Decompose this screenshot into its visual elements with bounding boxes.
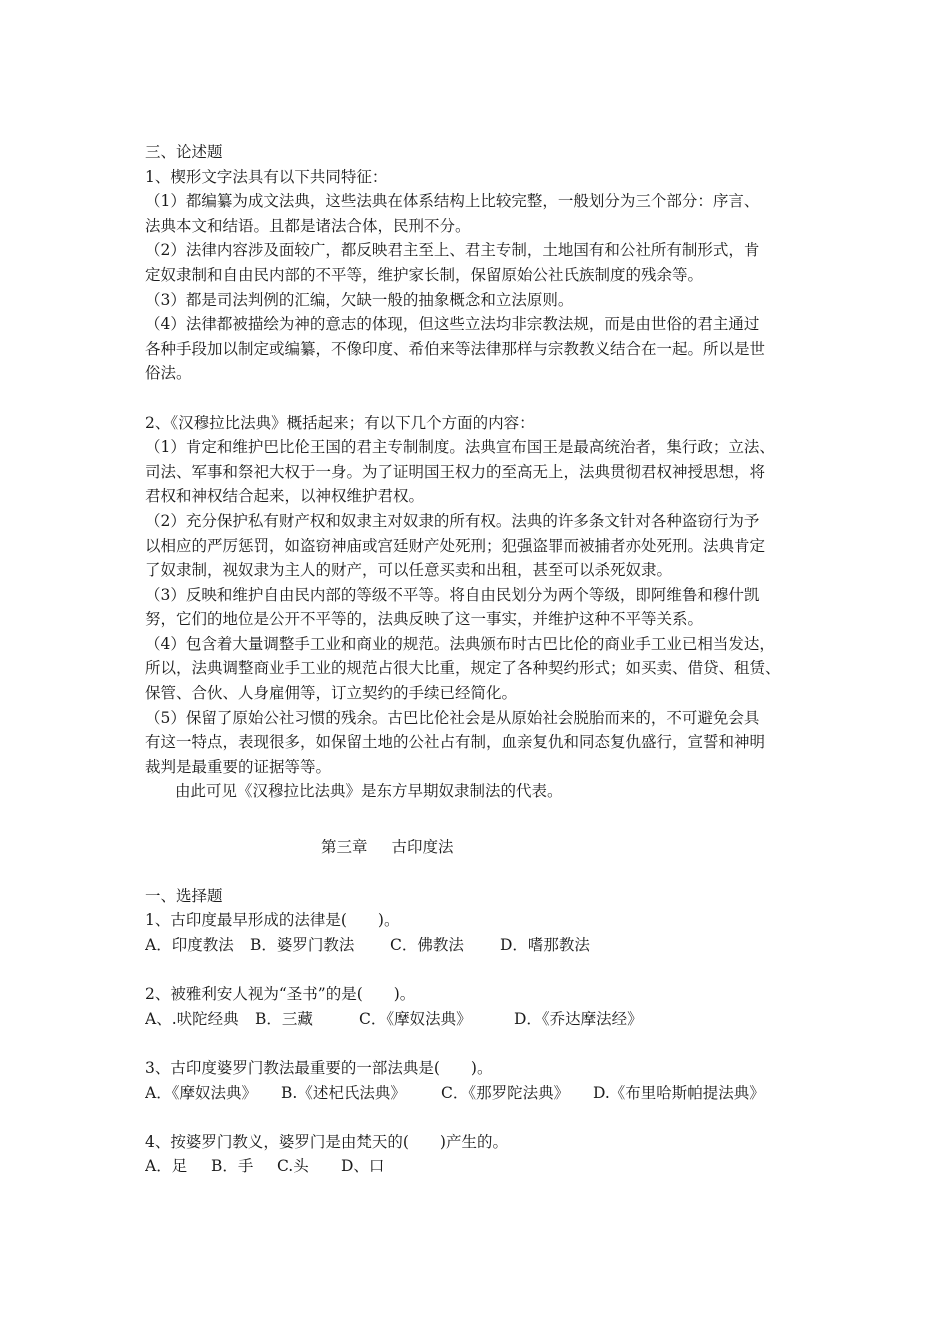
option: B．手 [211,1157,254,1176]
document-page [145,140,810,1179]
spacer [145,1105,810,1130]
options [145,1007,810,1032]
option: C．《那罗陀法典》 [441,1083,570,1102]
option: C.头 [277,1157,309,1176]
q2-point-3: （3）反映和维护自由民内部的等级不平等。将自由民划分为两个等级，即阿维鲁和穆什凯 努，它们的地位是公开不平等的，法典反映了这一事实，并维护这种不平等关系。 [145,585,760,629]
q1-point-1: （1）都编纂为成文法典，这些法典在体系结构上比较完整，一般划分为三个部分：序言、 法典本文和结语。且都是诸法合体，民刑不分。 [145,192,760,235]
option: D、口 [341,1157,385,1176]
question-text: 1、古印度最早形成的法律是( )。 [145,911,400,930]
question-text: 3、古印度婆罗门教法最重要的一部法典是( )。 [145,1058,493,1077]
options [145,933,810,958]
chapter-title [145,835,810,860]
option: A、.吠陀经典 [145,1009,239,1028]
option: B．三藏 [255,1009,313,1028]
choice-question-3 [145,1056,810,1105]
option: D.《布里哈斯帕提法典》 [593,1083,765,1102]
spacer [145,859,810,884]
q2-point-1: （1）肯定和维护巴比伦王国的君主专制制度。法典宣布国王是最高统治者，集行政；立法、 司法、军事和祭祀大权于一身。为了证明国王权力的至高无上，法典贯彻君权神授思想，将 君权和神权结合起来，以神权维护君权。 [145,438,775,506]
option: B.《述杞氏法典》 [281,1083,406,1102]
option: C．佛教法 [390,936,464,954]
choice-question-1 [145,908,810,957]
chapter-number: 第三章 [321,837,368,856]
option: C．《摩奴法典》 [359,1009,472,1028]
q1-point-4: （4）法律都被描绘为神的意志的体现，但这些立法均非宗教法规，而是由世俗的君主通过 各种手段加以制定或编纂，不像印度、希伯来等法律那样与宗教教义结合在一起。所以是世 俗法。 [145,315,766,383]
q1-point-3: （3）都是司法判例的汇编，欠缺一般的抽象概念和立法原则。 [145,290,574,309]
option: D．《乔达摩法经》 [514,1009,643,1028]
q1-point-2: （2）法律内容涉及面较广，都反映君主至上、君主专制，土地国有和公社所有制形式，肯 定奴隶制和自由民内部的不平等，维护家长制，保留原始公社氏族制度的残余等。 [145,241,760,284]
spacer [145,386,810,411]
option: A．《摩奴法典》 [145,1083,257,1102]
question-1-intro: 1、楔形文字法具有以下共同特征： [145,167,388,186]
choice-question-2 [145,982,810,1031]
choice-question-4 [145,1130,810,1179]
options [145,1154,810,1179]
question-2-intro: 2、《汉穆拉比法典》概括起来；有以下几个方面的内容： [145,413,535,432]
spacer [145,1031,810,1056]
spacer [145,958,810,983]
conclusion: 由此可见《汉穆拉比法典》是东方早期奴隶制法的代表。 [175,782,563,801]
q2-point-2: （2）充分保护私有财产权和奴隶主对奴隶的所有权。法典的许多条文针对各种盗窃行为予 以相应的严厉惩罚，如盗窃神庙或宫廷财产处死刑；犯强盗罪而被捕者亦处死刑。法典肯定 了奴隶制，视奴隶为主人的财产，可以任意买卖和出租，甚至可以杀死奴隶。 [145,511,766,580]
question-text: 2、被雅利安人视为“圣书”的是( )。 [145,985,416,1004]
options [145,1081,810,1106]
choice-heading: 一、选择题 [145,886,223,905]
option: A．印度教法 [145,936,234,954]
q2-point-5: （5）保留了原始公社习惯的残余。古巴比伦社会是从原始社会脱胎而来的，不可避免会具 有这一特点，表现很多，如保留土地的公社占有制，血亲复仇和同态复仇盛行，宣誓和神明 裁判是最重要的证据等等。 [145,708,766,776]
question-text: 4、按婆罗门教义，婆罗门是由梵天的( )产生的。 [145,1132,508,1151]
q2-point-4: （4）包含着大量调整手工业和商业的规范。法典颁布时古巴比伦的商业手工业已相当发达， 所以，法典调整商业手工业的规范占很大比重，规定了各种契约形式；如买卖、借贷、租赁、 保管、合伙、人身雇佣等，订立契约的手续已经简化。 [145,634,781,703]
option: B．婆罗门教法 [250,936,355,954]
spacer [145,804,810,829]
option: A．足 [145,1157,188,1176]
section-heading: 三、论述题 [145,143,223,161]
option: D．嗜那教法 [500,936,590,954]
chapter-name: 古印度法 [391,837,454,856]
